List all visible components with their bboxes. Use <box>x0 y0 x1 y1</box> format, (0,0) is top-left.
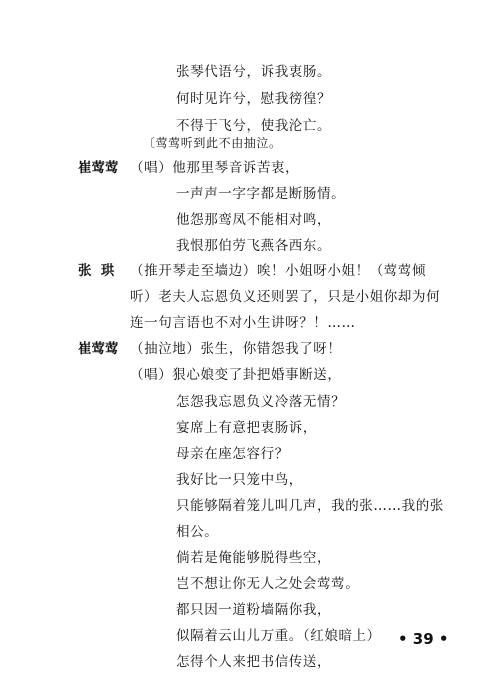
speaker-name: 崔莺莺 <box>78 341 119 357</box>
sung-line: （唱）他那里琴音诉苦衷， <box>130 160 300 176</box>
verse-line: 一声声一字字都是断肠情。 <box>176 186 346 202</box>
verse-line: 相公。 <box>176 524 219 540</box>
dialogue-line: （推开琴走至墙边）唉！小姐呀小姐！（莺莺倾 <box>130 263 427 279</box>
verse-line: 母亲在座怎容行？ <box>176 446 289 462</box>
dialogue-line: 连一句言语也不对小生讲呀？！…… <box>130 315 356 331</box>
verse-line: 张琴代语兮，诉我衷肠。 <box>176 64 332 80</box>
verse-line: 似隔着云山儿万重。（红娘暗上） <box>176 628 381 644</box>
verse-line: 倘若是俺能够脱得些空， <box>176 550 332 566</box>
dialogue-line: （抽泣地）张生，你错怨我了呀！ <box>130 341 342 357</box>
verse-line: 只能够隔着笼儿叫几声，我的张……我的张 <box>176 498 444 514</box>
stage-direction: 〔莺莺听到此不由抽泣。 <box>143 136 282 150</box>
verse-line: 我恨那伯劳飞燕各西东。 <box>176 238 332 254</box>
verse-line: 不得于飞兮，使我沦亡。 <box>176 118 332 134</box>
verse-line: 怎怨我忘恩负义冷落无情？ <box>176 394 346 410</box>
dialogue-line: 听）老夫人忘恩负义还则罢了，只是小姐你却为何 <box>130 289 441 305</box>
verse-line: 宴席上有意把衷肠诉， <box>176 420 317 436</box>
verse-line: 都只因一道粉墙隔你我， <box>176 602 332 618</box>
verse-line: 岂不想让你无人之处会莺莺。 <box>176 576 360 592</box>
verse-line: 何时见许兮，慰我徬徨？ <box>176 91 332 107</box>
verse-line: 他怨那鸾凤不能相对鸣， <box>176 212 332 228</box>
speaker-name: 崔莺莺 <box>78 160 119 176</box>
speaker-name: 张 珙 <box>78 263 115 279</box>
page-number: • 39 • <box>398 630 449 648</box>
verse-line: 怎得个人来把书信传送， <box>176 654 332 670</box>
sung-line: （唱）狠心娘变了卦把婚事断送， <box>130 367 342 383</box>
verse-line: 我好比一只笼中鸟， <box>176 472 303 488</box>
